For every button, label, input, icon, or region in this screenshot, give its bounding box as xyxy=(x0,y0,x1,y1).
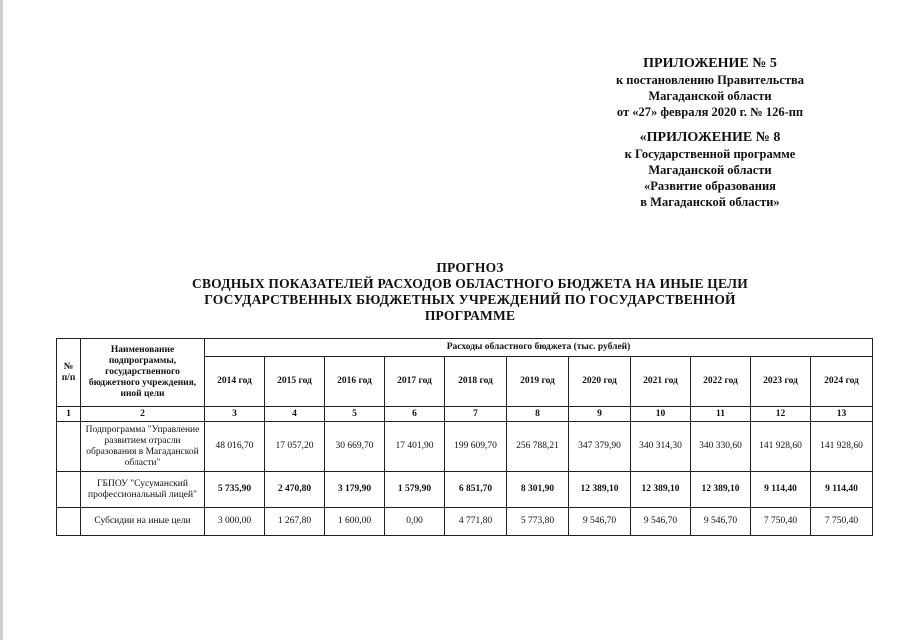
col-group-header: Расходы областного бюджета (тыс. рублей) xyxy=(205,339,873,357)
index-cell: 9 xyxy=(569,407,631,422)
index-cell: 5 xyxy=(325,407,385,422)
value-cell: 8 301,90 xyxy=(507,472,569,508)
year-header: 2017 год xyxy=(385,357,445,407)
value-cell: 9 546,70 xyxy=(691,508,751,536)
appendix-number: ПРИЛОЖЕНИЕ № 5 xyxy=(643,56,777,71)
index-cell: 3 xyxy=(205,407,265,422)
value-cell: 340 330,60 xyxy=(691,422,751,472)
index-cell: 13 xyxy=(811,407,873,422)
value-cell: 12 389,10 xyxy=(569,472,631,508)
appendix-header xyxy=(585,56,835,210)
header-line: к Государственной программе xyxy=(624,147,796,161)
value-cell: 256 788,21 xyxy=(507,422,569,472)
index-cell: 6 xyxy=(385,407,445,422)
row-number xyxy=(57,422,81,472)
value-cell: 1 267,80 xyxy=(265,508,325,536)
row-name: Субсидии на иные цели xyxy=(81,508,205,536)
index-cell: 1 xyxy=(57,407,81,422)
row-name: Подпрограмма "Управление развитием отрасли образования в Магаданской области" xyxy=(81,422,205,472)
value-cell: 12 389,10 xyxy=(631,472,691,508)
value-cell: 7 750,40 xyxy=(811,508,873,536)
index-cell: 10 xyxy=(631,407,691,422)
year-header: 2015 год xyxy=(265,357,325,407)
index-cell: 7 xyxy=(445,407,507,422)
year-header: 2020 год xyxy=(569,357,631,407)
index-cell: 8 xyxy=(507,407,569,422)
value-cell: 9 546,70 xyxy=(631,508,691,536)
row-number xyxy=(57,472,81,508)
value-cell: 9 546,70 xyxy=(569,508,631,536)
index-cell: 4 xyxy=(265,407,325,422)
title-line: ПРОГНОЗ xyxy=(436,260,504,275)
value-cell: 6 851,70 xyxy=(445,472,507,508)
col-number-header: № п/п xyxy=(57,339,81,407)
header-line: «Развитие образования xyxy=(644,179,776,193)
value-cell: 17 057,20 xyxy=(265,422,325,472)
value-cell: 9 114,40 xyxy=(811,472,873,508)
value-cell: 30 669,70 xyxy=(325,422,385,472)
year-header: 2019 год xyxy=(507,357,569,407)
header-line: от «27» февраля 2020 г. № 126-пп xyxy=(616,105,804,119)
title-line: ПРОГРАММЕ xyxy=(424,308,516,323)
title-line: ГОСУДАРСТВЕННЫХ БЮДЖЕТНЫХ УЧРЕЖДЕНИЙ ПО ГОСУДАРСТВЕННОЙ xyxy=(204,292,736,307)
value-cell: 4 771,80 xyxy=(445,508,507,536)
value-cell: 12 389,10 xyxy=(691,472,751,508)
row-name: ГБПОУ "Сусуманский профессиональный лицей" xyxy=(81,472,205,508)
col-name-header: Наименование подпрограммы, государственного бюджетного учреждения, иной цели xyxy=(81,339,205,407)
year-header: 2021 год xyxy=(631,357,691,407)
index-cell: 2 xyxy=(81,407,205,422)
year-header: 2018 год xyxy=(445,357,507,407)
title-line: СВОДНЫХ ПОКАЗАТЕЛЕЙ РАСХОДОВ ОБЛАСТНОГО БЮДЖЕТА НА ИНЫЕ ЦЕЛИ xyxy=(192,276,748,291)
value-cell: 347 379,90 xyxy=(569,422,631,472)
value-cell: 3 179,90 xyxy=(325,472,385,508)
header-line: Магаданской области xyxy=(648,163,772,177)
year-header: 2023 год xyxy=(751,357,811,407)
value-cell: 5 735,90 xyxy=(205,472,265,508)
value-cell: 141 928,60 xyxy=(751,422,811,472)
header-line: Магаданской области xyxy=(648,89,772,103)
value-cell: 141 928,60 xyxy=(811,422,873,472)
value-cell: 17 401,90 xyxy=(385,422,445,472)
value-cell: 1 600,00 xyxy=(325,508,385,536)
year-header: 2014 год xyxy=(205,357,265,407)
table-row xyxy=(57,472,873,508)
value-cell: 340 314,30 xyxy=(631,422,691,472)
index-cell: 11 xyxy=(691,407,751,422)
year-header: 2024 год xyxy=(811,357,873,407)
value-cell: 9 114,40 xyxy=(751,472,811,508)
table-row xyxy=(57,422,873,472)
value-cell: 7 750,40 xyxy=(751,508,811,536)
value-cell: 48 016,70 xyxy=(205,422,265,472)
row-number xyxy=(57,508,81,536)
value-cell: 5 773,80 xyxy=(507,508,569,536)
value-cell: 2 470,80 xyxy=(265,472,325,508)
page-edge xyxy=(0,0,3,640)
header-line: в Магаданской области» xyxy=(640,195,780,209)
table-row xyxy=(57,508,873,536)
budget-table xyxy=(56,338,873,536)
value-cell: 0,00 xyxy=(385,508,445,536)
appendix-number-2: «ПРИЛОЖЕНИЕ № 8 xyxy=(639,130,781,145)
value-cell: 199 609,70 xyxy=(445,422,507,472)
value-cell: 3 000,00 xyxy=(205,508,265,536)
index-cell: 12 xyxy=(751,407,811,422)
year-header: 2022 год xyxy=(691,357,751,407)
year-header: 2016 год xyxy=(325,357,385,407)
value-cell: 1 579,90 xyxy=(385,472,445,508)
header-line: к постановлению Правительства xyxy=(615,73,805,87)
document-title xyxy=(140,260,800,324)
